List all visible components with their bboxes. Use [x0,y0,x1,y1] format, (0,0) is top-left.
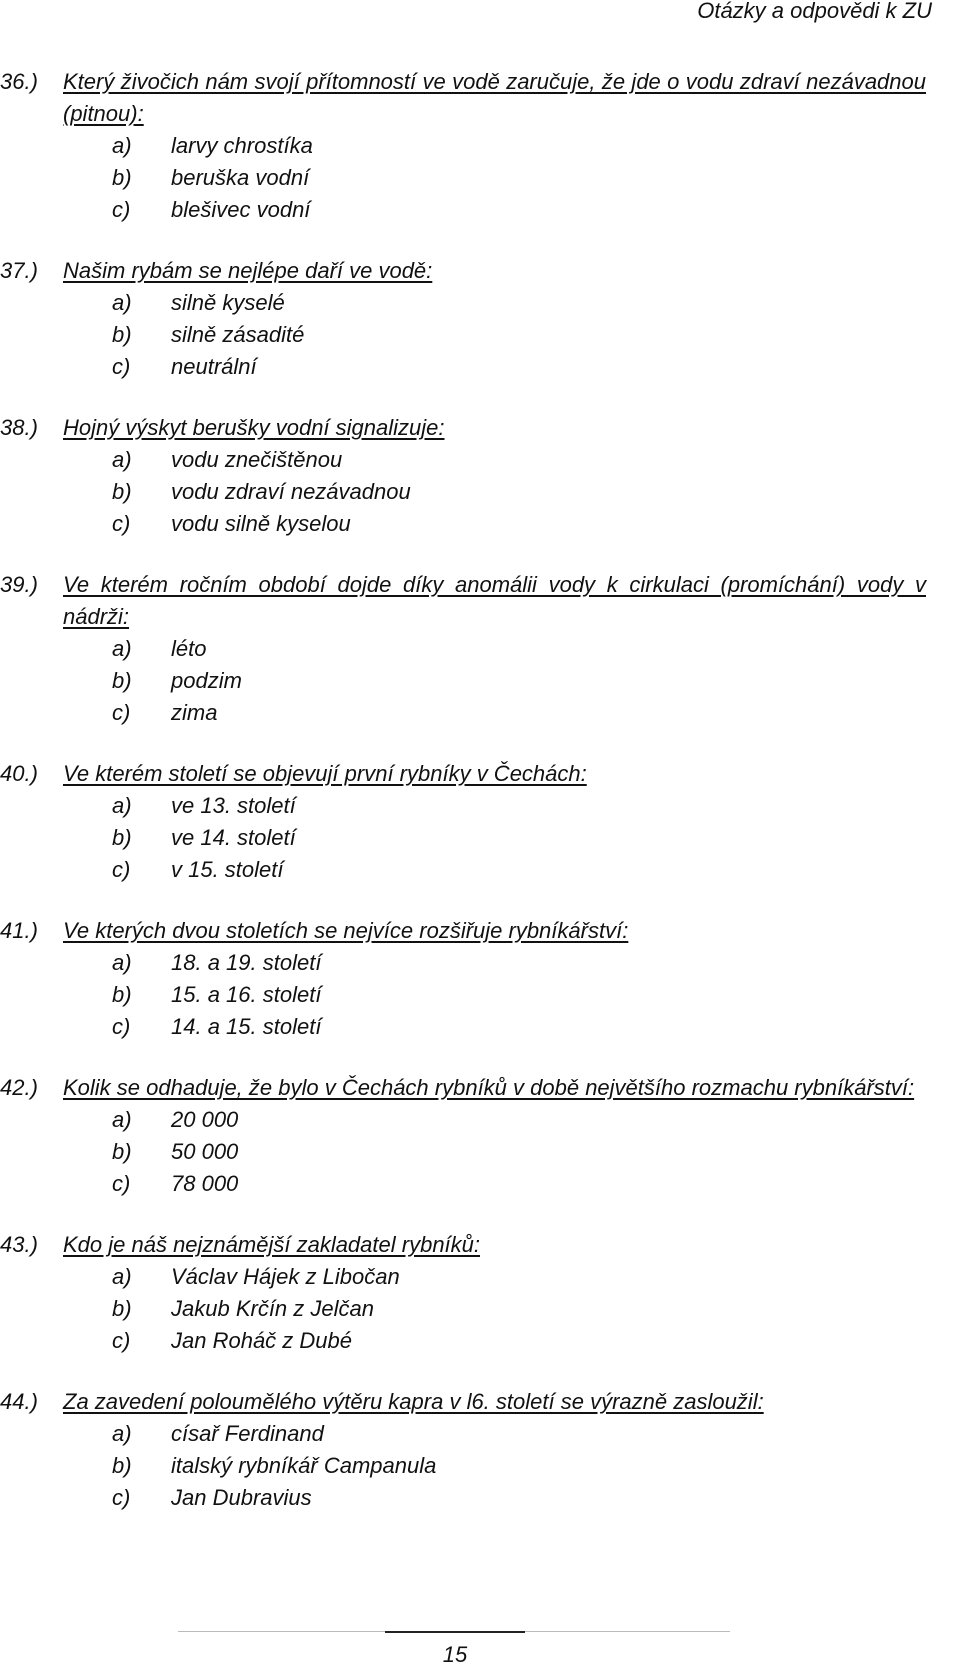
option-list [0,633,960,729]
question-number: 37.) [0,258,38,283]
question-number: 44.) [0,1389,38,1414]
question-text: Kdo je náš nejznámější zakladatel rybníků: [63,1232,481,1257]
option-letter: b) [112,982,132,1007]
option-letter: b) [112,1453,132,1478]
option-list [0,444,960,540]
option-letter: b) [112,165,132,190]
option-b [0,1293,960,1325]
option-letter: c) [112,197,131,222]
option-a [0,1261,960,1293]
question-number: 39.) [0,572,38,597]
option-letter: c) [112,857,131,882]
option-letter: c) [112,700,131,725]
question-38 [0,412,960,540]
option-text: Jakub Krčín z Jelčan [171,1296,374,1321]
question-40 [0,758,960,886]
option-text: ve 14. století [171,825,296,850]
option-text: Jan Dubravius [171,1485,312,1510]
question-text: Který živočich nám svojí přítomností ve vodě zaručuje, že jde o vodu zdraví nezávadnou (pitnou): [63,69,926,126]
option-b [0,665,960,697]
option-c [0,508,960,540]
page-header: Otázky a odpovědi k ZU [697,0,932,23]
option-text: 78 000 [171,1171,239,1196]
option-letter: a) [112,793,132,818]
question-number: 41.) [0,918,38,943]
option-text: ve 13. století [171,793,296,818]
option-c [0,194,960,226]
option-letter: b) [112,825,132,850]
option-letter: a) [112,1107,132,1132]
option-letter: c) [112,354,131,379]
option-text: císař Ferdinand [171,1421,324,1446]
question-41 [0,915,960,1043]
option-b [0,476,960,508]
option-letter: c) [112,1171,131,1196]
option-letter: a) [112,447,132,472]
option-letter: a) [112,1264,132,1289]
option-b [0,1136,960,1168]
option-b [0,319,960,351]
option-text: v 15. století [171,857,284,882]
question-text: Kolik se odhaduje, že bylo v Čechách rybníků v době největšího rozmachu rybníkářství: [63,1075,915,1100]
option-letter: b) [112,479,132,504]
option-text: 15. a 16. století [171,982,322,1007]
question-39 [0,569,960,729]
option-list [0,1261,960,1357]
option-b [0,979,960,1011]
option-text: 18. a 19. století [171,950,322,975]
option-list [0,1418,960,1514]
option-letter: c) [112,1485,131,1510]
option-a [0,947,960,979]
option-letter: a) [112,290,132,315]
option-a [0,633,960,665]
option-text: vodu zdraví nezávadnou [171,479,411,504]
page-number: 15 [442,1642,468,1667]
option-list [0,790,960,886]
question-number: 40.) [0,761,38,786]
question-text: Ve kterých dvou stoletích se nejvíce rozšiřuje rybníkářství: [63,918,629,943]
option-text: 20 000 [171,1107,239,1132]
option-text: beruška vodní [171,165,310,190]
option-b [0,1450,960,1482]
option-a [0,444,960,476]
question-37 [0,255,960,383]
option-list [0,1104,960,1200]
option-text: vodu silně kyselou [171,511,351,536]
question-text: Ve kterém století se objevují první rybníky v Čechách: [63,761,587,786]
question-list [0,66,960,1543]
option-text: zima [171,700,218,725]
option-letter: b) [112,668,132,693]
option-text: blešivec vodní [171,197,311,222]
option-c [0,854,960,886]
option-letter: c) [112,1014,131,1039]
option-letter: b) [112,1296,132,1321]
question-text: Hojný výskyt berušky vodní signalizuje: [63,415,445,440]
question-text: Našim rybám se nejlépe daří ve vodě: [63,258,433,283]
question-43 [0,1229,960,1357]
option-letter: b) [112,1139,132,1164]
question-number: 38.) [0,415,38,440]
option-letter: a) [112,636,132,661]
option-b [0,162,960,194]
option-b [0,822,960,854]
option-text: 14. a 15. století [171,1014,322,1039]
question-number: 42.) [0,1075,38,1100]
question-text: Ve kterém ročním období dojde díky anomálii vody k cirkulaci (promíchání) vody v nádrži: [63,572,926,629]
option-text: silně zásadité [171,322,305,347]
option-text: Jan Roháč z Dubé [171,1328,352,1353]
option-c [0,1168,960,1200]
option-list [0,287,960,383]
option-text: vodu znečištěnou [171,447,343,472]
option-text: léto [171,636,207,661]
option-c [0,1325,960,1357]
option-text: Václav Hájek z Libočan [171,1264,400,1289]
option-text: italský rybníkář Campanula [171,1453,437,1478]
option-letter: c) [112,511,131,536]
option-text: podzim [171,668,242,693]
option-c [0,1011,960,1043]
option-a [0,1418,960,1450]
option-a [0,1104,960,1136]
option-c [0,697,960,729]
option-c [0,1482,960,1514]
option-text: 50 000 [171,1139,239,1164]
question-number: 43.) [0,1232,38,1257]
option-letter: a) [112,133,132,158]
option-letter: a) [112,950,132,975]
option-text: silně kyselé [171,290,285,315]
option-text: larvy chrostíka [171,133,313,158]
option-letter: b) [112,322,132,347]
option-a [0,130,960,162]
option-c [0,351,960,383]
question-36 [0,66,960,226]
footer-divider-accent [385,1631,525,1633]
option-text: neutrální [171,354,257,379]
option-a [0,790,960,822]
option-list [0,130,960,226]
question-42 [0,1072,960,1200]
option-letter: a) [112,1421,132,1446]
option-list [0,947,960,1043]
question-text: Za zavedení polouměléhо výtěru kapra v l6. století se výrazně zasloužil: [63,1389,764,1414]
option-a [0,287,960,319]
option-letter: c) [112,1328,131,1353]
question-number: 36.) [0,69,38,94]
question-44 [0,1386,960,1514]
